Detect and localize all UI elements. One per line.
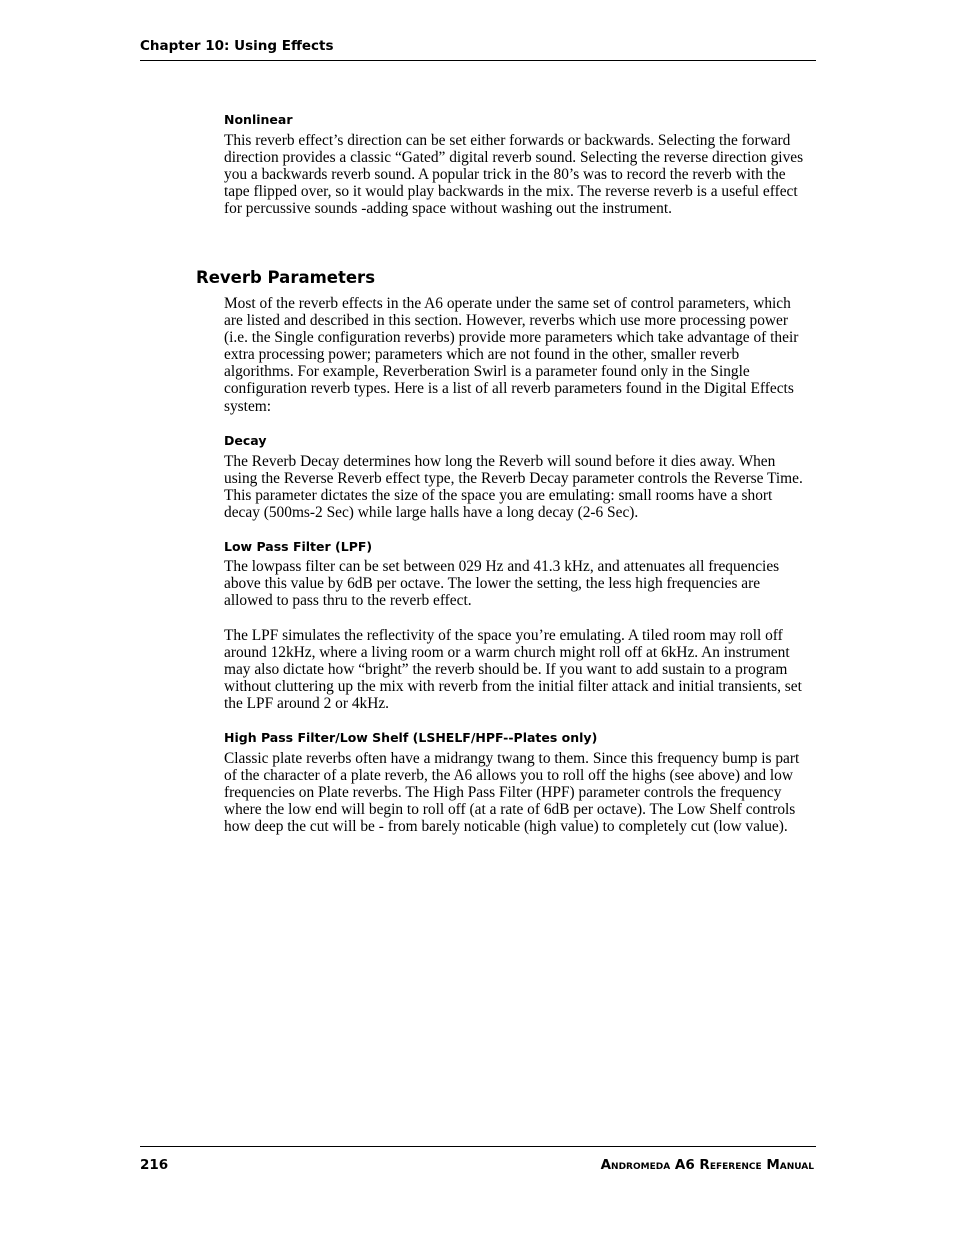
nonlinear-heading: Nonlinear (224, 112, 293, 127)
hpf-body: Classic plate reverbs often have a midrangy twang to them. Since this frequency bump is part of the character of a plate reverb, the A6 allows you to roll off the highs (see above) and low frequencies on Plate reverbs. The High Pass Filter (HPF) parameter controls the frequency where the low end will begin to roll off (at a rate of 6dB per octave). The Low Shelf controls how deep the cut will be - from barely noticable (high value) to completely cut (low value). (224, 750, 800, 836)
chapter-title: Chapter 10: Using Effects (140, 38, 334, 54)
reverb-parameters-heading: Reverb Parameters (196, 268, 376, 287)
decay-body: The Reverb Decay determines how long the Reverb will sound before it dies away. When using the Reverse Reverb effect type, the Reverb Decay parameter controls the Reverse Time. This parameter dictates the size of the space you are emulating: small rooms have a short decay (500ms-2 Sec) while large halls have a long decay (2-6 Sec). (224, 453, 803, 522)
hpf-heading: High Pass Filter/Low Shelf (LSHELF/HPF--Plates only) (224, 730, 598, 745)
page-number: 216 (140, 1157, 169, 1173)
manual-title: Andromeda A6 Reference Manual (600, 1157, 814, 1173)
decay-heading: Decay (224, 433, 267, 448)
nonlinear-body: This reverb effect’s direction can be set either forwards or backwards. Selecting the forward direction provides a classic “Gated” digital reverb sound. Selecting the reverse direction gives you a backwards reverb sound. A popular trick in the 80’s was to record the reverb with the tape flipped over, so it would play backwards in the mix. The reverse reverb is a useful effect for percussive sounds -adding space without washing out the instrument. (224, 132, 804, 218)
lpf-heading: Low Pass Filter (LPF) (224, 539, 373, 554)
lpf-body-2: The LPF simulates the reflectivity of the space you’re emulating. A tiled room may roll off around 12kHz, where a living room or a warm church might roll off at 6kHz. An instrument may also dictate how “bright” the reverb should be. If you want to add sustain to a program without cluttering up the mix with reverb from the initial filter attack and initial transients, set the LPF around 2 or 4kHz. (224, 627, 802, 713)
reverb-parameters-body: Most of the reverb effects in the A6 operate under the same set of control parameters, which are listed and described in this section. However, reverbs which use more processing power (i.e. the Single configuration reverbs) provide more parameters which take advantage of their extra processing power; parameters which are not found in the other, smaller reverb algorithms. For example, Reverberation Swirl is a parameter found only in the Single configuration reverb types. Here is a list of all reverb parameters found in the Digital Effects system: (224, 295, 799, 415)
lpf-body-1: The lowpass filter can be set between 029 Hz and 41.3 kHz, and attenuates all frequencies above this value by 6dB per octave. The lower the setting, the less high frequencies are allowed to pass thru to the reverb effect. (224, 558, 780, 610)
page-header (140, 38, 816, 61)
page-footer (140, 1146, 816, 1177)
